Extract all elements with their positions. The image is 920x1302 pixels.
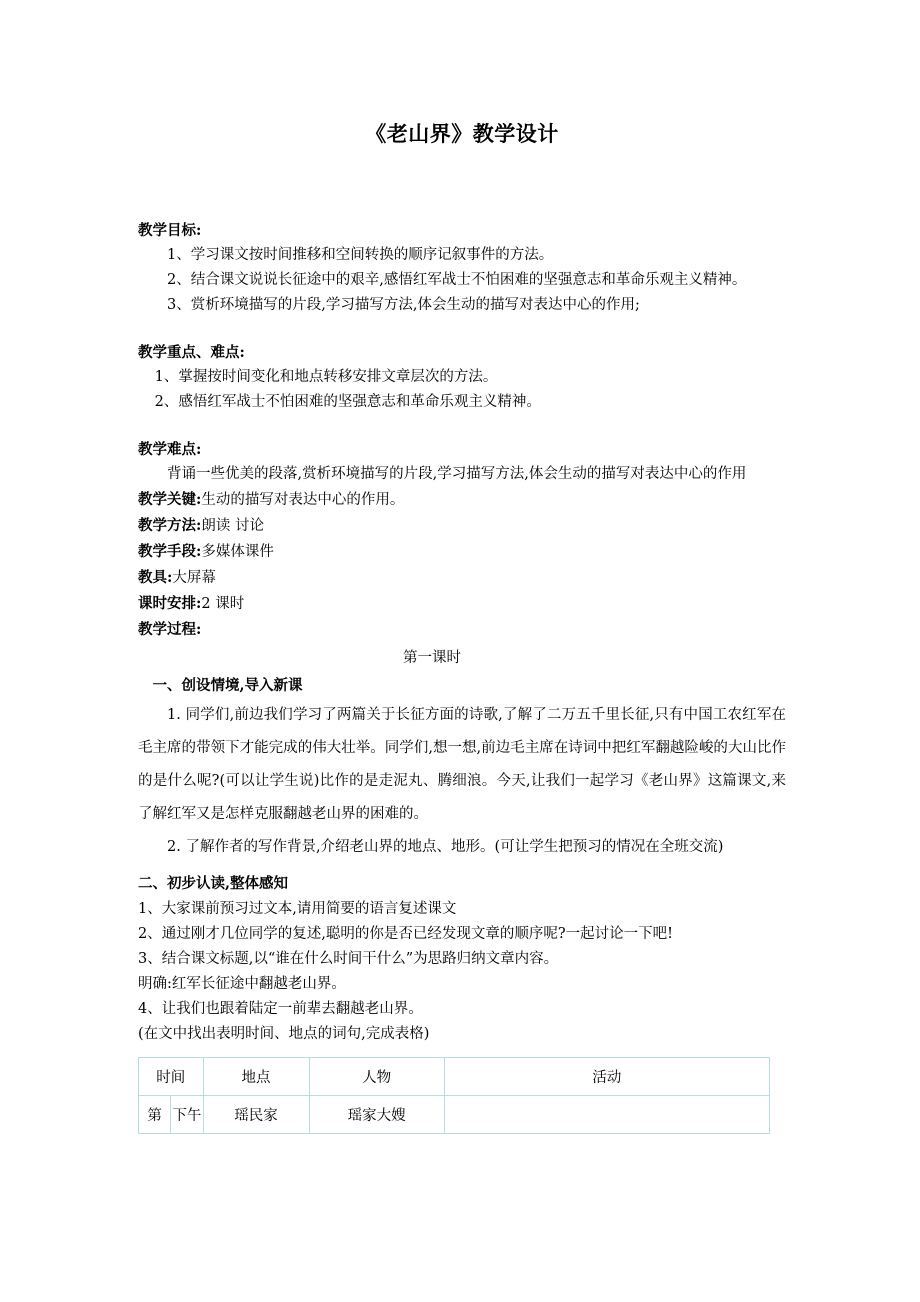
meta-value-method: 朗读 讨论: [201, 518, 264, 534]
meta-line-means: [138, 539, 786, 565]
table-header-activity: 活动: [444, 1058, 769, 1096]
key-points-item-2: 2、感悟红军战士不怕困难的坚强意志和革命乐观主义精神。: [154, 394, 541, 410]
meta-line-key: [138, 487, 786, 513]
part-one-paragraph-1: 1. 同学们,前边我们学习了两篇关于长征方面的诗歌,了解了二万五千里长征,只有中国工农红军在毛主席的带领下才能完成的伟大壮举。同学们,想一想,前边毛主席在诗词中把红军翻越险峻的大山比作的是什么呢?(可以让学生说)比作的是走泥丸、腾细浪。今天,让我们一起学习《老山界》这篇课文,来了解红军又是怎样克服翻越老山界的困难的。: [138, 707, 786, 822]
title-spacer: [138, 148, 786, 218]
key-points-item-1: 1、掌握按时间变化和地点转移安排文章层次的方法。: [154, 369, 498, 385]
part-two-line-5: 4、让我们也跟着陆定一前辈去翻越老山界。: [138, 1001, 423, 1017]
page-title: 《老山界》教学设计: [365, 121, 559, 146]
meta-line-aids: [138, 565, 786, 591]
part-two-heading: 二、初步认读,整体感知: [138, 875, 289, 892]
table-cell-time[interactable]: 下午: [171, 1096, 203, 1134]
table-header-row: [139, 1058, 770, 1096]
part-two-line-3: 3、结合课文标题,以“谁在什么时间干什么”为思路归纳文章内容。: [138, 951, 559, 967]
objectives-item-1: 1、学习课文按时间推移和空间转换的顺序记叙事件的方法。: [167, 247, 554, 263]
meta-label-periods: 课时安排:: [138, 595, 202, 612]
meta-label-means: 教学手段:: [138, 543, 202, 560]
time-place-table-wrapper: [138, 1057, 770, 1134]
meta-line-periods: [138, 591, 786, 617]
meta-value-aids: 大屏幕: [172, 570, 216, 586]
part-one-paragraph-2: 2. 了解作者的写作背景,介绍老山界的地点、地形。(可让学生把预习的情况在全班交流): [167, 839, 724, 855]
table-header-time: 时间: [139, 1058, 204, 1096]
difficulties-body: 背诵一些优美的段落,赏析环境描写的片段,学习描写方法,体会生动的描写对表达中心的作用: [167, 466, 747, 482]
part-one-heading: 一、创设情境,导入新课: [152, 677, 303, 694]
objectives-item-3: 3、赏析环境描写的片段,学习描写方法,体会生动的描写对表达中心的作用;: [167, 297, 640, 313]
objectives-heading: 教学目标:: [138, 222, 202, 239]
meta-label-aids: 教具:: [138, 569, 173, 586]
table-cell-order[interactable]: 第: [139, 1096, 171, 1134]
meta-line-method: [138, 513, 786, 539]
meta-value-periods: 2 课时: [201, 596, 245, 612]
meta-value-means: 多媒体课件: [201, 544, 274, 560]
section-gap-3: [138, 864, 786, 871]
table-header-person: 人物: [309, 1058, 444, 1096]
part-two-line-4: 明确:红军长征途中翻越老山界。: [138, 976, 346, 992]
period-label: 第一课时: [403, 650, 461, 666]
part-two-line-1: 1、大家课前预习过文本,请用简要的语言复述课文: [138, 901, 457, 917]
meta-line-process: [138, 617, 786, 643]
table-cell-person[interactable]: 瑶家大嫂: [309, 1096, 444, 1134]
section-gap-1: [138, 318, 786, 340]
objectives-item-2: 2、结合课文说说长征途中的艰辛,感悟红军战士不怕困难的坚强意志和革命乐观主义精神。: [167, 272, 747, 288]
part-two-line-6: (在文中找出表明时间、地点的词句,完成表格): [138, 1026, 430, 1042]
meta-label-process: 教学过程:: [138, 621, 202, 638]
section-gap-2: [138, 415, 786, 437]
table-cell-place[interactable]: 瑶民家: [203, 1096, 309, 1134]
meta-label-key: 教学关键:: [138, 491, 202, 508]
meta-label-method: 教学方法:: [138, 517, 202, 534]
meta-value-key: 生动的描写对表达中心的作用。: [201, 492, 405, 508]
table-cell-activity[interactable]: [444, 1096, 769, 1134]
part-two-line-2: 2、通过刚才几位同学的复述,聪明的你是否已经发现文章的顺序呢?一起讨论一下吧!: [138, 926, 673, 942]
difficulties-heading: 教学难点:: [138, 441, 202, 458]
table-header-place: 地点: [203, 1058, 309, 1096]
table-row: [139, 1096, 770, 1134]
time-place-table: [138, 1057, 770, 1134]
key-points-heading: 教学重点、难点:: [138, 344, 245, 361]
document-content: [138, 0, 786, 1134]
